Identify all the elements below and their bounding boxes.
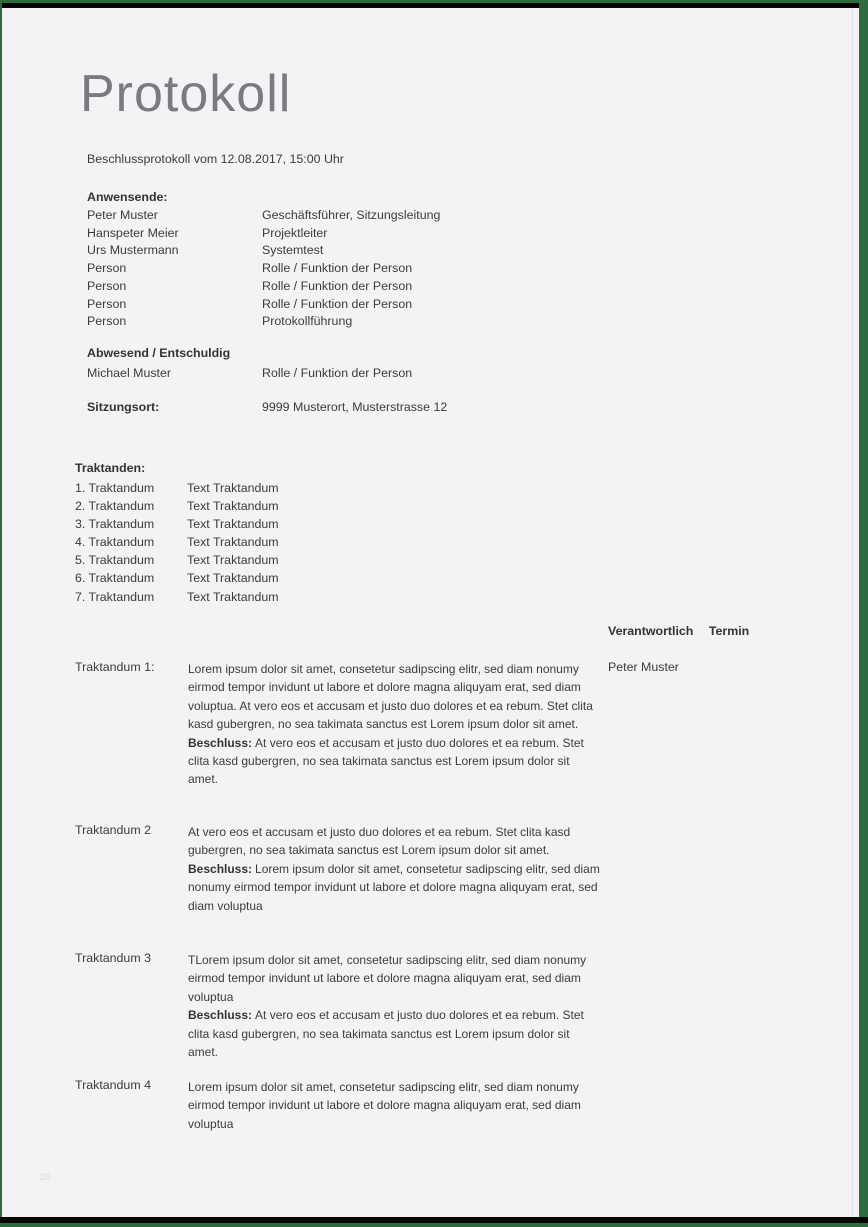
attendee-row <box>87 313 440 331</box>
absent-row <box>87 365 412 383</box>
page-edge-line <box>852 8 853 1217</box>
attendee-row <box>87 207 440 225</box>
decision-text: At vero eos et accusam et justo duo dolores et ea rebum. Stet clita kasd gubergren, no sea takimata sanctus est Lorem ipsum dolor sit amet. <box>188 735 584 787</box>
agenda-item <box>75 479 279 497</box>
absent-list <box>87 365 412 383</box>
location-row <box>87 400 447 414</box>
topic-decision <box>188 734 600 789</box>
decision-label: Beschluss: <box>188 1008 253 1023</box>
attendee-name: Person <box>87 261 127 276</box>
attendee-row <box>87 225 440 243</box>
agenda-item <box>75 515 279 533</box>
absent-heading: Abwesend / Entschuldig <box>87 346 231 360</box>
topic-decision <box>188 860 600 915</box>
agenda-number: 5. Traktandum <box>75 553 155 568</box>
attendee-role: Projektleiter <box>262 225 328 240</box>
absent-name: Michael Muster <box>87 366 172 380</box>
attendee-role: Geschäftsführer, Sitzungsleitung <box>262 208 441 222</box>
agenda-heading: Traktanden: <box>75 461 146 475</box>
frame-bottom-green <box>0 1223 868 1227</box>
frame-left-green <box>0 0 2 1227</box>
topic-responsible: Peter Muster <box>608 660 679 674</box>
decision-label: Beschluss: <box>188 861 253 876</box>
attendee-name: Person <box>87 314 127 329</box>
topic-text <box>188 1078 600 1133</box>
agenda-text: Text Traktandum <box>187 535 279 550</box>
termin-column-header: Termin <box>708 624 750 638</box>
attendee-role: Protokollführung <box>262 314 353 329</box>
absent-role: Rolle / Funktion der Person <box>262 366 413 380</box>
agenda-number: 7. Traktandum <box>75 589 155 604</box>
topic-label: Traktandum 1: <box>75 660 155 674</box>
agenda-item <box>75 497 279 515</box>
agenda-text: Text Traktandum <box>187 553 279 568</box>
agenda-item <box>75 533 279 551</box>
attendee-row <box>87 242 440 260</box>
agenda-text: Text Traktandum <box>187 517 279 532</box>
topics-column-header <box>608 624 749 638</box>
topic-body: Lorem ipsum dolor sit amet, consetetur sadipscing elitr, sed diam nonumy eirmod tempor invidunt ut labore et dolore magna aliquyam erat, sed diam voluptua. At vero eos et accusam et justo duo dolores et ea rebum. Stet clita kasd gubergren, no sea takimata sanctus est Lorem ipsum dolor sit amet. <box>188 662 593 732</box>
attendee-role: Rolle / Funktion der Person <box>262 261 413 276</box>
agenda-item <box>75 569 279 587</box>
attendee-name: Hanspeter Meier <box>87 225 179 240</box>
decision-text: Lorem ipsum dolor sit amet, consetetur sadipscing elitr, sed diam nonumy eirmod tempor invidunt ut labore et dolore magna aliquyam erat, sed diam voluptua <box>188 861 600 913</box>
attendee-role: Systemtest <box>262 243 324 258</box>
topic-body: TLorem ipsum dolor sit amet, consetetur sadipscing elitr, sed diam nonumy eirmod tempor invidunt ut labore et dolore magna aliquyam erat, sed diam voluptua <box>188 953 587 1004</box>
agenda-item <box>75 588 279 606</box>
agenda-number: 3. Traktandum <box>75 517 155 532</box>
topic-text <box>188 951 600 1061</box>
topic-label: Traktandum 2 <box>75 823 151 837</box>
agenda-number: 2. Traktandum <box>75 499 155 514</box>
topic-label: Traktandum 4 <box>75 1078 151 1092</box>
topic-decision <box>188 1006 600 1061</box>
agenda-item <box>75 551 279 569</box>
attendee-name: Person <box>87 278 127 293</box>
agenda-text: Text Traktandum <box>187 499 279 514</box>
agenda-number: 6. Traktandum <box>75 571 155 586</box>
location-value: 9999 Musterort, Musterstrasse 12 <box>262 400 448 414</box>
attendee-row <box>87 260 440 278</box>
agenda-list <box>75 479 279 606</box>
decision-text: At vero eos et accusam et justo duo dolores et ea rebum. Stet clita kasd gubergren, no sea takimata sanctus est Lorem ipsum dolor sit amet. <box>188 1008 584 1060</box>
topic-text <box>188 660 600 789</box>
page-title: Protokoll <box>80 65 292 123</box>
frame-right-green <box>859 0 868 1227</box>
attendee-role: Rolle / Funktion der Person <box>262 296 413 311</box>
frame-top-black <box>0 3 868 8</box>
agenda-text: Text Traktandum <box>187 589 279 604</box>
responsible-column-header: Verantwortlich <box>608 624 694 638</box>
attendee-row <box>87 296 440 314</box>
location-label: Sitzungsort: <box>87 400 160 414</box>
attendee-role: Rolle / Funktion der Person <box>262 278 413 293</box>
topic-body: Lorem ipsum dolor sit amet, consetetur sadipscing elitr, sed diam nonumy eirmod tempor invidunt ut labore et dolore magna aliquyam erat, sed diam voluptua <box>188 1080 581 1131</box>
page-number: 20 <box>40 1172 51 1183</box>
agenda-number: 4. Traktandum <box>75 535 155 550</box>
attendee-name: Person <box>87 296 127 311</box>
agenda-number: 1. Traktandum <box>75 481 155 495</box>
topic-text <box>188 823 600 915</box>
attendee-name: Peter Muster <box>87 208 158 222</box>
topic-label: Traktandum 3 <box>75 951 151 965</box>
attendees-list <box>87 207 440 331</box>
attendee-row <box>87 278 440 296</box>
attendee-name: Urs Mustermann <box>87 243 179 258</box>
agenda-text: Text Traktandum <box>187 571 279 586</box>
attendees-heading: Anwensende: <box>87 190 168 204</box>
decision-label: Beschluss: <box>188 735 253 750</box>
agenda-text: Text Traktandum <box>187 481 279 495</box>
topic-body: At vero eos et accusam et justo duo dolores et ea rebum. Stet clita kasd gubergren, no sea takimata sanctus est Lorem ipsum dolor sit amet. <box>188 825 571 858</box>
meta-line: Beschlussprotokoll vom 12.08.2017, 15:00 Uhr <box>87 152 344 166</box>
